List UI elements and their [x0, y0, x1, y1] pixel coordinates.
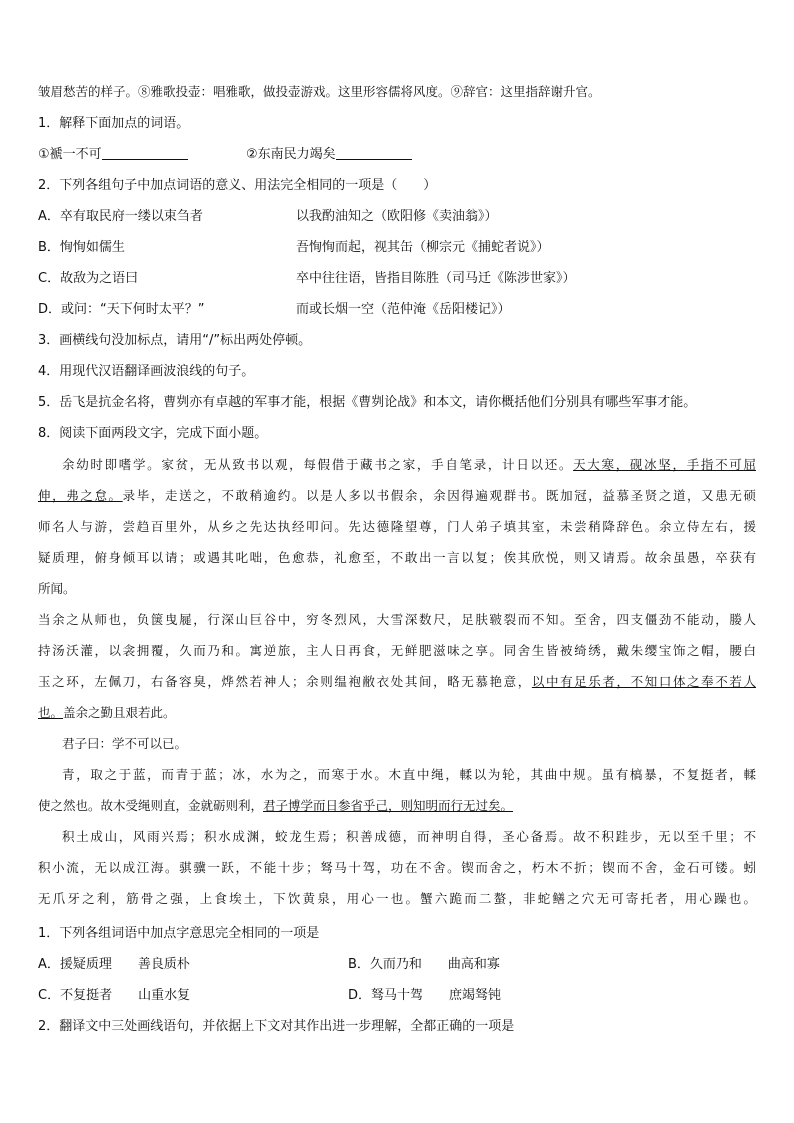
passage3-line6: 无爪牙之利，筋骨之强，上食埃土，下饮黄泉，用心一也。蟹六跪而二螯，非蛇鳝之穴无可寄托者，用心躁也。 [38, 891, 756, 906]
passage2-line3: 玉之环，左佩刀，右备容臭，烨然若神人；余则缊袍敝衣处其间，略无慕艳意，以中有足乐者，不知口体之奉不若人 [38, 674, 756, 689]
q2-option-c: C．故敌为之语曰 卒中往往语，皆指目陈胜（司马迁《陈涉世家》） [38, 271, 576, 286]
question-2-title: 2．下列各组句子中加点词语的意义、用法完全相同的一项是（ ） [38, 178, 437, 193]
passage3-line5: 积小流，无以成江海。骐骥一跃，不能十步；驽马十驾，功在不舍。锲而舍之，朽木不折；锲而不舍，金石可镂。蚓 [38, 860, 756, 875]
footnote-line: 皱眉愁苦的样子。⑧雅歌投壶：唱雅歌，做投壶游戏。这里形容儒将风度。⑨辞官：这里指辞谢升官。 [38, 84, 601, 99]
question-8: 8．阅读下面两段文字，完成下面小题。 [38, 426, 268, 441]
sub-question-2-title: 2．翻译文中三处画线语句，并依据上下文对其作出进一步理解，全都正确的一项是 [38, 1019, 515, 1034]
question-3: 3．画横线句没加标点，请用“/”标出两处停顿。 [38, 333, 312, 348]
answer-blank[interactable] [102, 145, 188, 160]
sub1-options-cd [38, 986, 756, 1006]
passage2-line4: 也。盖余之勤且艰若此。 [38, 705, 176, 720]
q1-item-a: ①褫一不可 [38, 147, 102, 162]
q2-option-b: B．恂恂如儒生 吾恂恂而起，视其缶（柳宗元《捕蛇者说》） [38, 240, 550, 255]
q2-option-d: D．或问：“天下何时太平？” 而或长烟一空（范仲淹《岳阳楼记》） [38, 302, 511, 317]
passage1-line4: 疑质理，俯身倾耳以请；或遇其叱咄，色愈恭，礼愈至，不敢出一言以复；俟其欣悦，则又请焉。故余虽愚，卒获有 [38, 550, 756, 565]
question-1-title: 1．解释下面加点的词语。 [38, 116, 190, 131]
question-5: 5．岳飞是抗金名将，曹刿亦有卓越的军事才能，根据《曹刿论战》和本文，请你概括他们分别具有哪些军事才能。 [38, 395, 697, 410]
passage2-line1: 当余之从师也，负箧曳屣，行深山巨谷中，穷冬烈风，大雪深数尺，足肤皲裂而不知。至舍，四支僵劲不能动，媵人 [38, 612, 756, 627]
passage1-line5: 所闻。 [38, 581, 76, 596]
answer-blank[interactable] [336, 145, 412, 160]
passage3-line2: 青，取之于蓝，而青于蓝；冰，水为之，而寒于水。木直中绳，輮以为轮，其曲中规。虽有槁暴，不复挺者，輮 [62, 767, 756, 782]
passage1-line1: 余幼时即嗜学。家贫，无从致书以观，每假借于藏书之家，手自笔录，计日以还。天大寒，砚冰坚，手指不可屈 [62, 457, 756, 472]
question-1-items [38, 145, 412, 165]
sub1-option-b: B．久而乃和 曲高和寡 [348, 957, 500, 972]
q1-item-b: ②东南民力竭矣 [245, 147, 336, 162]
q2-option-a: A．卒有取民府一缕以束刍者 以我酌油知之（欧阳修《卖油翁》） [38, 209, 498, 224]
sub1-option-c: C．不复挺者 山重水复 [38, 988, 191, 1003]
passage1-line2: 伸，弗之怠。录毕，走送之，不敢稍逾约。以是人多以书假余，余因得遍观群书。既加冠，益慕圣贤之道，又患无硕 [38, 488, 756, 503]
question-4: 4．用现代汉语翻译画波浪线的句子。 [38, 364, 255, 379]
sub-question-1-title: 1．下列各组词语中加点字意思完全相同的一项是 [38, 926, 320, 941]
sub1-options-ab [38, 955, 756, 975]
passage1-line3: 师名人与游，尝趋百里外，从乡之先达执经叩问。先达德隆望尊，门人弟子填其室，未尝稍降辞色。余立侍左右，援 [38, 519, 756, 534]
passage3-line4: 积土成山，风雨兴焉；积水成渊，蛟龙生焉；积善成德，而神明自得，圣心备焉。故不积跬步，无以至千里；不 [62, 829, 756, 844]
passage3-line1: 君子曰：学不可以已。 [62, 736, 188, 751]
passage2-line2: 持汤沃灌，以衾拥覆，久而乃和。寓逆旅，主人日再食，无鲜肥滋味之享。同舍生皆被绮绣，戴朱缨宝饰之帽，腰白 [38, 643, 756, 658]
sub1-option-a: A．援疑质理 善良质朴 [38, 957, 190, 972]
sub1-option-d: D．驽马十驾 庶竭驽钝 [348, 988, 502, 1003]
passage3-line3: 使之然也。故木受绳则直，金就砺则利，君子博学而日参省乎己，则知明而行无过矣。 [38, 798, 514, 813]
